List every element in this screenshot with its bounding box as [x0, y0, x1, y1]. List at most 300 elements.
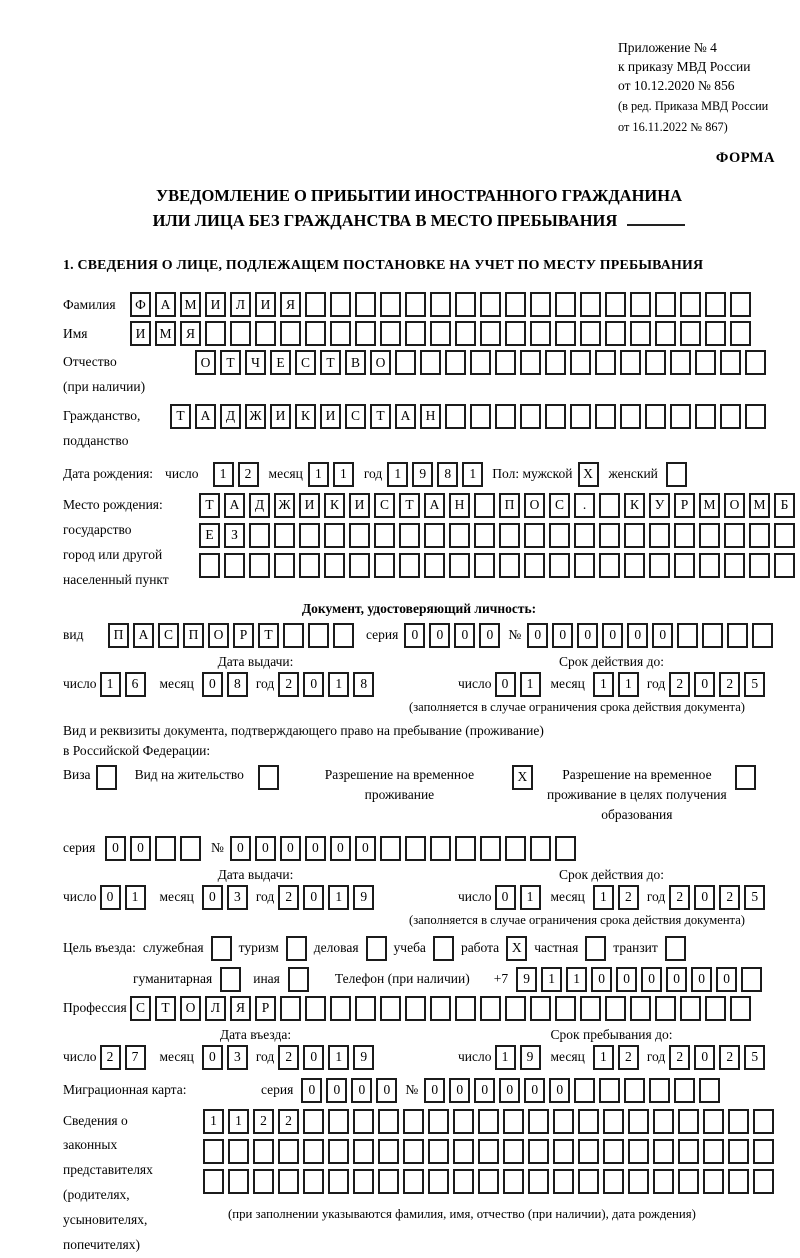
form-cell	[399, 523, 420, 548]
form-cell	[599, 493, 620, 518]
form-cell	[753, 1139, 774, 1164]
firstname-label: Имя	[63, 326, 130, 342]
form-cell	[574, 553, 595, 578]
form-cell	[349, 553, 370, 578]
form-cell	[249, 523, 270, 548]
form-cell: З	[224, 523, 245, 548]
form-cell: 0	[376, 1078, 397, 1103]
form-cell	[474, 553, 495, 578]
form-cell	[530, 292, 551, 317]
form-cell	[449, 553, 470, 578]
guardians-block	[63, 1109, 775, 1258]
form-cell: 5	[744, 1045, 765, 1070]
firstname-cells	[130, 321, 751, 346]
form-cell: 5	[744, 885, 765, 910]
form-cell: 1	[593, 1045, 614, 1070]
form-cell: 1	[328, 672, 349, 697]
form-cell	[649, 553, 670, 578]
form-cell	[378, 1139, 399, 1164]
form-cell: О	[208, 623, 229, 648]
form-cell	[180, 836, 201, 861]
form-cell	[727, 623, 748, 648]
form-cell: 0	[549, 1078, 570, 1103]
form-cell: 1	[566, 967, 587, 992]
phone-cells	[516, 967, 762, 992]
birth-day-cells	[213, 462, 259, 487]
form-cell	[530, 996, 551, 1021]
form-cell: Н	[449, 493, 470, 518]
form-cell	[405, 321, 426, 346]
form-cell	[599, 1078, 620, 1103]
migration-number-cells	[424, 1078, 720, 1103]
form-cell	[328, 1169, 349, 1194]
form-cell: Я	[280, 292, 301, 317]
entry-date-label: Дата въезда:	[63, 1027, 448, 1043]
form-cell	[774, 553, 795, 578]
form-cell	[330, 321, 351, 346]
form-cell: 1	[520, 885, 541, 910]
form-cell: М	[180, 292, 201, 317]
form-cell	[203, 1139, 224, 1164]
form-cell: Т	[320, 350, 341, 375]
citizenship-cells	[170, 404, 766, 429]
option-residence-permit: Вид на жительство	[135, 765, 279, 790]
form-cell: 7	[125, 1045, 146, 1070]
form-cell: К	[324, 493, 345, 518]
form-cell	[578, 1169, 599, 1194]
form-cell	[553, 1169, 574, 1194]
form-cell: 6	[125, 672, 146, 697]
migration-number-label: №	[405, 1082, 418, 1098]
form-cell: 0	[527, 623, 548, 648]
form-cell: 0	[303, 672, 324, 697]
form-cell: 2	[719, 672, 740, 697]
surname-cells	[130, 292, 751, 317]
form-cell	[253, 1139, 274, 1164]
form-cell	[380, 996, 401, 1021]
purpose-label: Цель въезда:	[63, 940, 136, 956]
form-cell: 2	[618, 1045, 639, 1070]
form-cell	[470, 404, 491, 429]
form-cell: 1	[203, 1109, 224, 1134]
form-cell: 0	[616, 967, 637, 992]
form-cell	[274, 553, 295, 578]
identity-doc-heading: Документ, удостоверяющий личность:	[63, 601, 775, 617]
form-cell	[305, 321, 326, 346]
form-cell: 0	[404, 623, 425, 648]
form-cell: Т	[370, 404, 391, 429]
form-cell	[655, 292, 676, 317]
form-cell	[705, 996, 726, 1021]
gender-male-checkbox	[578, 462, 599, 487]
patronymic-cells	[195, 350, 766, 375]
form-cell	[574, 1078, 595, 1103]
gender-male-label: Пол: мужской	[492, 466, 572, 482]
form-cell	[745, 350, 766, 375]
form-cell	[211, 936, 232, 961]
form-cell	[380, 321, 401, 346]
form-cell	[445, 404, 466, 429]
form-cell: И	[270, 404, 291, 429]
form-cell: Ч	[245, 350, 266, 375]
doc-type-label: вид	[63, 627, 108, 643]
purpose-study-checkbox	[433, 936, 454, 961]
form-cell	[605, 292, 626, 317]
form-cell	[628, 1169, 649, 1194]
form-cell	[624, 1078, 645, 1103]
form-cell: X	[506, 936, 527, 961]
form-cell	[249, 553, 270, 578]
form-cell: О	[370, 350, 391, 375]
residence-doc-line2: в Российской Федерации:	[63, 743, 775, 759]
form-cell: X	[578, 462, 599, 487]
identity-valid-date: число 0 1 месяц 1 1 год 2 0 2 5	[458, 672, 765, 697]
form-cell	[328, 1109, 349, 1134]
form-cell	[745, 404, 766, 429]
form-cell	[678, 1169, 699, 1194]
form-cell	[603, 1169, 624, 1194]
form-cell	[96, 765, 117, 790]
entry-dates-row	[63, 1045, 775, 1070]
form-cell	[353, 1139, 374, 1164]
form-cell	[528, 1109, 549, 1134]
form-cell: 9	[516, 967, 537, 992]
form-cell	[366, 936, 387, 961]
form-cell: 0	[303, 885, 324, 910]
form-cell	[253, 1169, 274, 1194]
section1-heading: 1. СВЕДЕНИЯ О ЛИЦЕ, ПОДЛЕЖАЩЕМ ПОСТАНОВКЕ НА УЧЕТ ПО МЕСТУ ПРЕБЫВАНИЯ	[63, 258, 775, 274]
form-cell	[278, 1139, 299, 1164]
form-cell	[455, 836, 476, 861]
profession-label: Профессия	[63, 1000, 130, 1016]
form-cell: 8	[437, 462, 458, 487]
form-cell	[495, 404, 516, 429]
form-cell: 1	[125, 885, 146, 910]
form-cell	[735, 765, 756, 790]
guardians-row2	[203, 1139, 774, 1164]
purpose-row2: гуманитарная иная Телефон (при наличии) +7 9 1 1 0 0 0 0 0 0	[133, 967, 775, 992]
form-cell	[455, 321, 476, 346]
guardians-row1	[203, 1109, 774, 1134]
form-cell	[355, 292, 376, 317]
form-cell	[474, 493, 495, 518]
form-cell	[599, 523, 620, 548]
form-cell	[403, 1109, 424, 1134]
form-cell: 0	[429, 623, 450, 648]
doc-type-cells	[108, 623, 354, 648]
form-cell	[574, 523, 595, 548]
form-cell	[280, 321, 301, 346]
form-cell	[624, 523, 645, 548]
form-cell	[595, 350, 616, 375]
form-cell	[545, 404, 566, 429]
form-cell	[578, 1109, 599, 1134]
form-cell	[405, 836, 426, 861]
form-cell: Т	[258, 623, 279, 648]
form-cell: 1	[387, 462, 408, 487]
residence-series-label: серия	[63, 840, 105, 856]
form-cell: Л	[230, 292, 251, 317]
phone-prefix: +7	[494, 971, 508, 987]
form-cell	[524, 553, 545, 578]
purpose-official-checkbox	[211, 936, 232, 961]
form-cell: 9	[520, 1045, 541, 1070]
form-cell	[478, 1109, 499, 1134]
form-cell: О	[195, 350, 216, 375]
purpose-business-checkbox	[366, 936, 387, 961]
form-cell	[580, 996, 601, 1021]
form-cell: 2	[253, 1109, 274, 1134]
form-cell	[570, 350, 591, 375]
form-cell	[524, 523, 545, 548]
form-cell	[703, 1109, 724, 1134]
form-cell	[355, 321, 376, 346]
form-cell: 5	[744, 672, 765, 697]
temp-residence-education-checkbox	[735, 765, 756, 790]
form-cell	[349, 523, 370, 548]
form-cell: 2	[669, 672, 690, 697]
form-cell	[730, 996, 751, 1021]
form-cell: Т	[220, 350, 241, 375]
form-cell	[680, 321, 701, 346]
form-cell	[305, 292, 326, 317]
form-cell: М	[699, 493, 720, 518]
form-cell	[288, 967, 309, 992]
form-cell	[628, 1109, 649, 1134]
residence-dates-row	[63, 885, 775, 910]
doc-number-cells	[527, 623, 773, 648]
form-cell: 0	[691, 967, 712, 992]
form-cell: Ф	[130, 292, 151, 317]
form-cell	[403, 1139, 424, 1164]
form-cell: 2	[669, 885, 690, 910]
form-cell: И	[205, 292, 226, 317]
form-cell	[433, 936, 454, 961]
form-cell	[674, 523, 695, 548]
form-cell	[599, 553, 620, 578]
guardians-rows	[203, 1109, 774, 1222]
profession-cells	[130, 996, 751, 1021]
form-cell: К	[624, 493, 645, 518]
form-cell: 8	[353, 672, 374, 697]
option-temp-residence: Разрешение на временное проживание X	[297, 765, 533, 806]
form-cell	[453, 1169, 474, 1194]
form-cell: С	[130, 996, 151, 1021]
option-visa: Виза	[63, 765, 117, 790]
form-cell	[278, 1169, 299, 1194]
form-cell	[655, 321, 676, 346]
form-cell: Р	[255, 996, 276, 1021]
form-cell	[605, 321, 626, 346]
form-cell	[480, 321, 501, 346]
visa-checkbox	[96, 765, 117, 790]
form-cell	[653, 1109, 674, 1134]
birth-month-cells	[308, 462, 354, 487]
form-cell: С	[549, 493, 570, 518]
form-cell	[503, 1139, 524, 1164]
form-cell: С	[295, 350, 316, 375]
form-cell	[428, 1139, 449, 1164]
form-cell: И	[349, 493, 370, 518]
form-cell: Д	[249, 493, 270, 518]
form-cell	[224, 553, 245, 578]
form-cell: 0	[641, 967, 662, 992]
form-cell	[430, 292, 451, 317]
form-cell: Т	[170, 404, 191, 429]
form-cell	[703, 1169, 724, 1194]
month-word: месяц	[269, 466, 303, 482]
form-cell	[680, 292, 701, 317]
form-cell	[333, 623, 354, 648]
form-cell	[520, 404, 541, 429]
form-cell	[753, 1169, 774, 1194]
form-cell	[355, 996, 376, 1021]
form-cell: О	[524, 493, 545, 518]
form-cell	[378, 1109, 399, 1134]
form-cell	[395, 350, 416, 375]
form-cell	[495, 350, 516, 375]
form-cell	[505, 321, 526, 346]
form-cell: 3	[227, 885, 248, 910]
form-cell	[353, 1109, 374, 1134]
form-cell: X	[512, 765, 533, 790]
form-cell	[449, 523, 470, 548]
form-cell	[428, 1109, 449, 1134]
form-cell	[528, 1169, 549, 1194]
year-word: год	[364, 466, 382, 482]
form-cell: 1	[228, 1109, 249, 1134]
form-cell	[280, 996, 301, 1021]
form-cell	[480, 292, 501, 317]
migration-series-label: серия	[261, 1082, 293, 1098]
form-cell: Е	[270, 350, 291, 375]
form-cell	[405, 292, 426, 317]
form-cell	[677, 623, 698, 648]
form-cell	[580, 292, 601, 317]
form-cell: 0	[524, 1078, 545, 1103]
form-cell: 9	[412, 462, 433, 487]
form-cell: И	[299, 493, 320, 518]
form-cell: 1	[333, 462, 354, 487]
form-cell	[530, 836, 551, 861]
appendix-header	[618, 38, 775, 136]
form-cell: 9	[353, 885, 374, 910]
form-cell	[478, 1139, 499, 1164]
form-cell: Л	[205, 996, 226, 1021]
form-cell: 0	[255, 836, 276, 861]
form-cell	[549, 553, 570, 578]
form-cell: 1	[495, 1045, 516, 1070]
form-cell	[749, 523, 770, 548]
form-cell	[678, 1139, 699, 1164]
guardians-note: (при заполнении указываются фамилия, имя, отчество (при наличии), дата рождения)	[228, 1207, 774, 1222]
form-cell	[403, 1169, 424, 1194]
form-cell	[620, 404, 641, 429]
form-cell: 2	[618, 885, 639, 910]
form-cell: 0	[424, 1078, 445, 1103]
residence-issue-label: Дата выдачи:	[63, 867, 448, 883]
form-cell: Ж	[245, 404, 266, 429]
stay-until-label: Срок пребывания до:	[448, 1027, 775, 1043]
form-cell	[595, 404, 616, 429]
citizenship-label: Гражданство, подданство	[63, 404, 170, 454]
form-cell: Я	[180, 321, 201, 346]
form-cell	[570, 404, 591, 429]
form-cell	[428, 1169, 449, 1194]
form-cell	[553, 1109, 574, 1134]
form-cell	[353, 1169, 374, 1194]
appendix-line: к приказу МВД России	[618, 57, 775, 76]
birthplace-row1	[199, 493, 795, 518]
form-cell	[228, 1169, 249, 1194]
form-cell: .	[574, 493, 595, 518]
surname-label: Фамилия	[63, 297, 130, 313]
form-cell: 0	[105, 836, 126, 861]
form-cell: М	[749, 493, 770, 518]
form-cell	[328, 1139, 349, 1164]
form-cell: Ж	[274, 493, 295, 518]
purpose-transit-checkbox	[665, 936, 686, 961]
birthplace-rows	[199, 493, 795, 578]
form-cell	[628, 1139, 649, 1164]
form-cell: 3	[227, 1045, 248, 1070]
form-cell: 0	[305, 836, 326, 861]
form-cell	[505, 996, 526, 1021]
form-cell: А	[155, 292, 176, 317]
form-cell	[286, 936, 307, 961]
residence-series-row	[63, 836, 775, 861]
form-cell: В	[345, 350, 366, 375]
form-cell	[470, 350, 491, 375]
form-cell	[549, 523, 570, 548]
form-cell	[203, 1169, 224, 1194]
guardians-label: Сведения о законных представителях (родителях, усыновителях, попечителях)	[63, 1109, 203, 1258]
form-cell	[255, 321, 276, 346]
form-cell: Д	[220, 404, 241, 429]
form-cell	[728, 1139, 749, 1164]
form-cell	[380, 836, 401, 861]
migration-card-row	[63, 1078, 775, 1103]
residence-permit-checkbox	[258, 765, 279, 790]
form-cell	[305, 996, 326, 1021]
form-cell	[324, 553, 345, 578]
form-cell: 2	[278, 1109, 299, 1134]
form-cell: 0	[202, 885, 223, 910]
form-cell	[702, 623, 723, 648]
form-cell: П	[499, 493, 520, 518]
form-cell	[553, 1139, 574, 1164]
form-cell	[703, 1139, 724, 1164]
form-cell	[699, 523, 720, 548]
form-cell: 0	[495, 885, 516, 910]
amendment-line: (в ред. Приказа МВД России	[618, 98, 775, 115]
form-cell: И	[320, 404, 341, 429]
form-cell	[430, 321, 451, 346]
form-cell: 0	[130, 836, 151, 861]
valid-until-label: Срок действия до:	[448, 654, 775, 670]
form-cell: 2	[278, 885, 299, 910]
form-cell	[645, 350, 666, 375]
day-word: число	[165, 466, 199, 482]
identity-date-labels	[63, 654, 775, 670]
form-cell: 0	[454, 623, 475, 648]
form-cell	[505, 292, 526, 317]
form-cell: 8	[227, 672, 248, 697]
surname-row	[63, 292, 775, 317]
guardians-row3	[203, 1169, 774, 1194]
form-cell	[503, 1109, 524, 1134]
amendment-line: от 16.11.2022 № 867)	[618, 119, 775, 136]
